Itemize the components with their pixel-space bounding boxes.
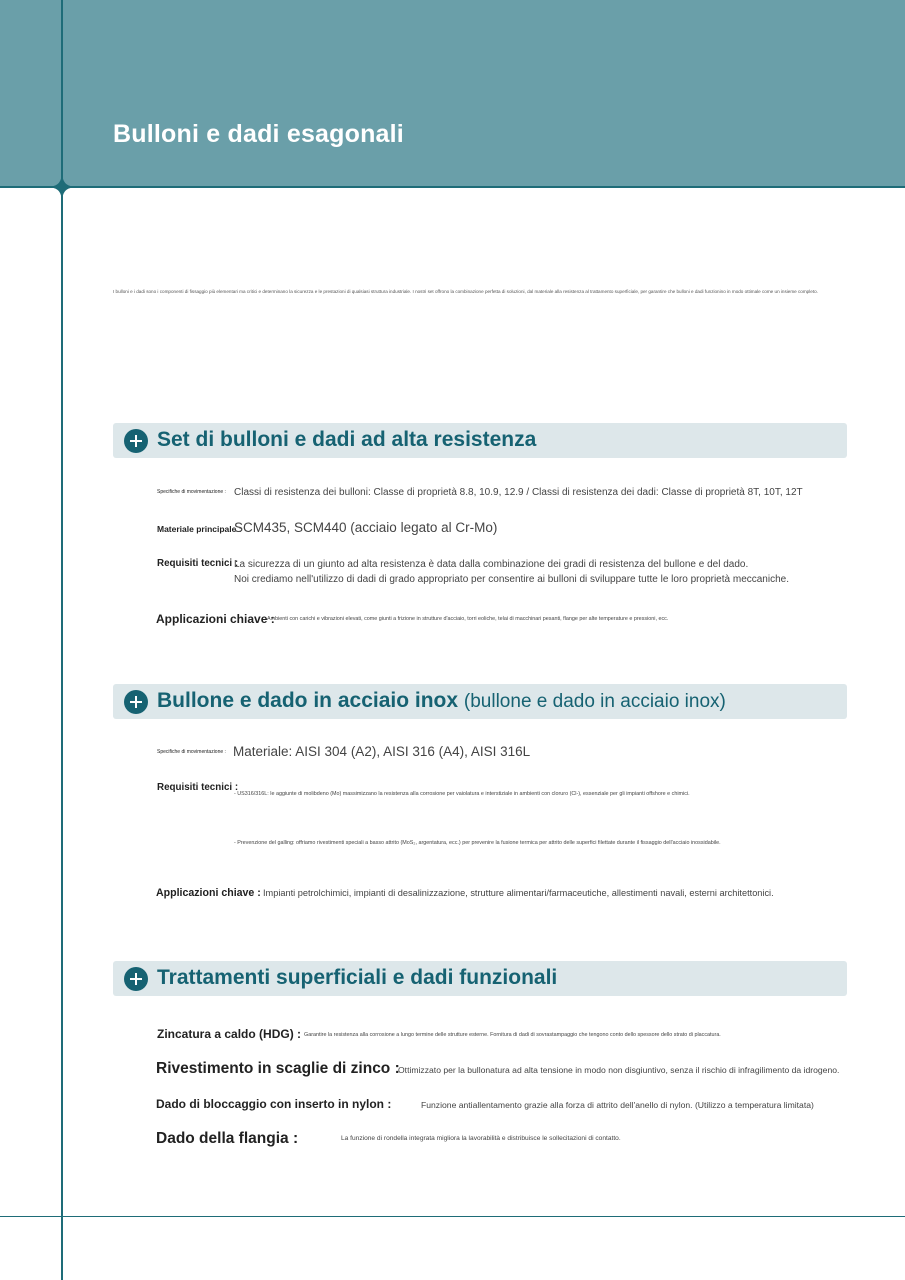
row-label: Rivestimento in scaglie di zinco : bbox=[156, 1060, 400, 1077]
intro-paragraph: I bulloni e i dadi sono i componenti di fissaggio più elementari ma critici e determinano la sicurezza e le prestazioni di qualsiasi struttura industriale. I nostri set offrono la combinazione perfetta di soluzioni, dal materiale alla resistenza al trattamento superficiale, per garantire che bulloni e dadi funzionino in modo ottimale come un insieme completo. bbox=[113, 289, 818, 294]
row-label: Requisiti tecnici : bbox=[157, 558, 239, 569]
section-title bbox=[157, 689, 726, 713]
footer-divider bbox=[0, 1216, 905, 1217]
section-title: Set di bulloni e dadi ad alta resistenza bbox=[157, 428, 537, 451]
row-value: La funzione di rondella integrata migliora la lavorabilità e distribuisce le sollecitazioni di contatto. bbox=[341, 1135, 621, 1142]
header-divider bbox=[0, 186, 905, 188]
section-subtitle: (bullone e dado in acciaio inox) bbox=[463, 691, 726, 712]
plus-icon bbox=[124, 429, 148, 453]
section-header-surface-treatments bbox=[113, 961, 847, 996]
row-value: Classi di resistenza dei bulloni: Classe di proprietà 8.8, 10.9, 12.9 / Classi di resistenza dei dadi: Classe di proprietà 8T, 10T, 12T bbox=[234, 487, 803, 498]
row-value-line2: - Prevenzione del galling: offriamo rivestimenti speciali a basso attrito (MoS₂, argentatura, ecc.) per prevenire la fusione termica per attrito delle superfici filettate durante il fissaggio dell'acciaio inossidabile. bbox=[234, 840, 721, 846]
row-value: Garantire la resistenza alla corrosione a lungo termine delle strutture esterne. Fornitura di dadi di sovrastampaggio che tengono conto dello spessore dello strato di placcatura. bbox=[304, 1032, 721, 1038]
row-label: Specifiche di movimentazione : bbox=[157, 489, 226, 495]
row-label: Zincatura a caldo (HDG) : bbox=[157, 1027, 302, 1041]
section-header-stainless bbox=[113, 684, 847, 719]
row-value: Funzione antiallentamento grazie alla forza di attrito dell'anello di nylon. (Utilizzo a temperatura limitata) bbox=[421, 1100, 814, 1110]
row-label: Specifiche di movimentazione : bbox=[157, 749, 226, 755]
row-label: Dado di bloccaggio con inserto in nylon : bbox=[156, 1097, 392, 1111]
plus-icon bbox=[124, 967, 148, 991]
row-label: Applicazioni chiave : bbox=[156, 612, 275, 626]
row-value: La sicurezza di un giunto ad alta resistenza è data dalla combinazione dei gradi di resistenza del bullone e del dado. bbox=[234, 559, 749, 570]
section-title: Trattamenti superficiali e dadi funzionali bbox=[157, 966, 558, 989]
row-value-line2: Noi crediamo nell'utilizzo di dadi di grado appropriato per consentire ai bulloni di sviluppare tutte le loro proprietà meccaniche. bbox=[234, 574, 789, 585]
plus-icon bbox=[124, 690, 148, 714]
row-value: Materiale: AISI 304 (A2), AISI 316 (A4), AISI 316L bbox=[233, 744, 531, 759]
row-label: Applicazioni chiave : bbox=[156, 887, 261, 899]
section-title-main: Bullone e dado in acciaio inox bbox=[157, 689, 459, 712]
row-value: Impianti petrolchimici, impianti di desalinizzazione, strutture alimentari/farmaceutiche, allestimenti navali, esterni architettonici. bbox=[263, 888, 774, 898]
page-title: Bulloni e dadi esagonali bbox=[113, 120, 404, 148]
row-label: Dado della flangia : bbox=[156, 1130, 299, 1147]
sparkle-icon bbox=[48, 173, 76, 201]
section-header-high-strength bbox=[113, 423, 847, 458]
header-band bbox=[0, 0, 905, 187]
row-label: Materiale principale : bbox=[157, 524, 242, 534]
row-value: Ambienti con carichi e vibrazioni elevati, come giunti a frizione in strutture d'acciaio, torri eoliche, telai di macchinari pesanti, flange per alte temperature e pressioni, ecc. bbox=[267, 616, 669, 622]
row-value: SCM435, SCM440 (acciaio legato al Cr-Mo) bbox=[234, 520, 498, 535]
row-label: Requisiti tecnici : bbox=[157, 782, 239, 793]
row-value: Ottimizzato per la bullonatura ad alta tensione in modo non disgiuntivo, senza il rischio di infragilimento da idrogeno. bbox=[398, 1065, 840, 1075]
row-value: - US316/316L: le aggiunte di molibdeno (Mo) massimizzano la resistenza alla corrosione per vaiolatura e interstiziale in ambienti con cloruro (Cl-), essenziale per gli impianti offshore e chimici. bbox=[234, 791, 690, 797]
